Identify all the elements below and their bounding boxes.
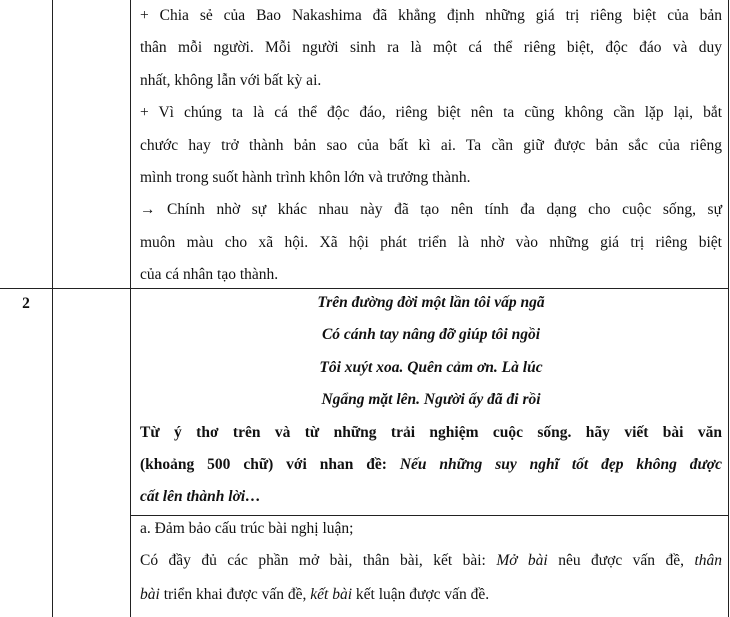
text-line: chước hay trở thành bản sao của bất kì ai. Ta cần giữ được bản sắc của riêng — [140, 136, 722, 154]
text-line: của cá nhân tạo thành. — [140, 266, 279, 284]
prompt-line — [140, 449, 722, 481]
italic-term: bài — [140, 586, 160, 603]
text-line: + Vì chúng ta là cá thể độc đáo, riêng biệt nên ta cũng không cần lặp lại, bắt — [140, 104, 722, 122]
text-line — [140, 578, 722, 612]
text-line: + Chia sẻ của Bao Nakashima đã khẳng định những giá trị riêng biệt của bản — [140, 7, 722, 24]
text-span: nêu được vấn đề, — [547, 552, 695, 569]
question-cell-row2 — [140, 287, 722, 514]
text-line: muôn màu cho xã hội. Xã hội phát triển là nhờ vào những giá trị riêng biệt — [140, 233, 722, 251]
italic-term: Mở bài — [496, 552, 548, 569]
essay-title: Nếu những suy nghĩ tốt đẹp không được — [399, 455, 723, 473]
prompt-bold-text: (khoảng 500 chữ) với nhan đề: — [140, 455, 400, 473]
text-span: triển khai được vấn đề, — [159, 586, 311, 603]
answer-cell-row1 — [140, 0, 722, 292]
text-line — [140, 544, 722, 578]
text-line: mình trong suốt hành trình khôn lớn và trưởng thành. — [140, 168, 471, 186]
column-border-3 — [728, 0, 729, 617]
prompt-line: cất lên thành lời… — [140, 488, 261, 506]
prompt-line: Từ ý thơ trên và từ những trải nghiệm cuộc sống. hãy viết bài văn — [140, 423, 722, 441]
poem-line: Tôi xuýt xoa. Quên cảm ơn. Là lúc — [319, 358, 543, 376]
italic-term: thân — [694, 552, 722, 569]
poem-line: Có cánh tay nâng đỡ giúp tôi ngồi — [321, 326, 541, 344]
text-span: Có đầy đủ các phần mở bài, thân bài, kết bài: — [140, 552, 497, 569]
question-number: 2 — [22, 295, 30, 312]
text-line: thân mỗi người. Mỗi người sinh ra là một cá thể riêng biệt, độc đáo và duy — [140, 39, 722, 57]
text-line: a. Đảm bảo cấu trúc bài nghị luận; — [140, 520, 354, 537]
column-border-1 — [52, 0, 53, 617]
italic-term: kết bài — [310, 586, 353, 603]
text-line: → Chính nhờ sự khác nhau này đã tạo nên tính đa dạng cho cuộc sống, sự — [140, 201, 722, 219]
text-line: nhất, không lẫn với bất kỳ ai. — [140, 71, 322, 89]
text-span: kết luận được vấn đề. — [352, 586, 490, 603]
answer-cell-row3 — [140, 514, 722, 612]
poem-line: Ngẩng mặt lên. Người ấy đã đi rồi — [321, 391, 541, 409]
poem-line: Trên đường đời một lần tôi vấp ngã — [317, 294, 545, 311]
column-border-2 — [130, 0, 131, 617]
